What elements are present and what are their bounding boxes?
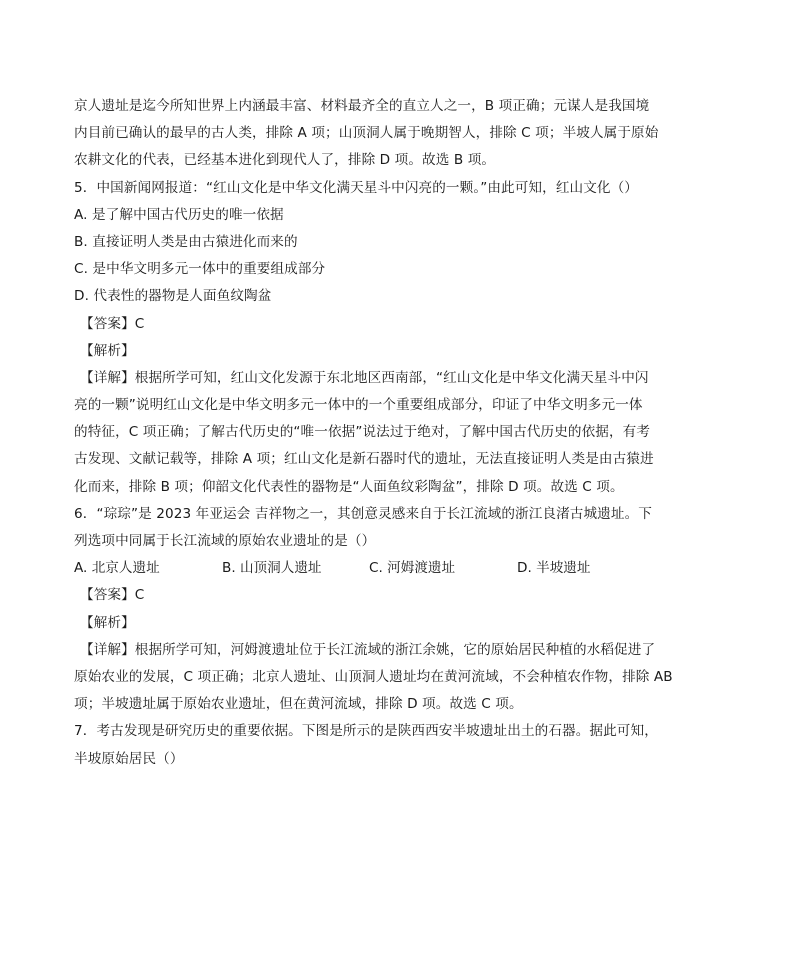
q5-detail-line: 古发现、文献记载等，排除 A 项；红山文化是新石器时代的遗址，无法直接证明人类是由古猿进 <box>74 451 654 468</box>
text-line: 内目前已确认的最早的古人类，排除 A 项；山顶洞人属于晚期智人，排除 C 项；半坡人属于原始 <box>74 125 659 142</box>
q5-analysis-heading: 【解析】 <box>80 342 135 359</box>
q5-detail-line: 的特征，C 项正确；了解古代历史的“唯一依据”说法过于绝对，了解中国古代历史的依据，有考 <box>74 424 651 441</box>
q6-detail-line: 项；半坡遗址属于原始农业遗址，但在黄河流域，排除 D 项。故选 C 项。 <box>74 696 523 713</box>
q6-detail-line: 【详解】根据所学可知，河姆渡遗址位于长江流域的浙江余姚，它的原始居民种植的水稻促进了 <box>80 641 656 658</box>
q5-option-c: C. 是中华文明多元一体中的重要组成部分 <box>74 261 326 278</box>
q6-option-b: B. 山顶洞人遗址 <box>222 560 322 577</box>
q5-option-b: B. 直接证明人类是由古猿进化而来的 <box>74 233 298 250</box>
q5-detail-line: 亮的一颗”说明红山文化是中华文明多元一体中的一个重要组成部分，印证了中华文明多元一体 <box>74 397 643 414</box>
q5-option-d: D. 代表性的器物是人面鱼纹陶盆 <box>74 288 272 305</box>
q5-option-a: A. 是了解中国古代历史的唯一依据 <box>74 206 284 223</box>
question-5: 5．中国新闻网报道：“红山文化是中华文化满天星斗中闪亮的一颗。”由此可知，红山文化（） <box>74 179 638 196</box>
q5-detail-line: 化而来，排除 B 项；仰韶文化代表性的器物是“人面鱼纹彩陶盆”，排除 D 项。故选 C 项。 <box>74 478 624 495</box>
q6-detail-line: 原始农业的发展，C 项正确；北京人遗址、山顶洞人遗址均在黄河流域，不会种植农作物，排除 AB <box>74 668 673 685</box>
question-7: 7．考古发现是研究历史的重要依据。下图是所示的是陕西西安半坡遗址出土的石器。据此可知， <box>74 723 658 740</box>
q6-answer: 【答案】C <box>80 587 145 604</box>
q6-option-c: C. 河姆渡遗址 <box>369 560 456 577</box>
q6-analysis-heading: 【解析】 <box>80 614 135 631</box>
q5-detail-line: 【详解】根据所学可知，红山文化发源于东北地区西南部，“红山文化是中华文化满天星斗中闪 <box>80 369 649 386</box>
q5-answer: 【答案】C <box>80 315 145 332</box>
document-page <box>74 93 724 773</box>
q6-options <box>74 555 724 582</box>
text-line: 农耕文化的代表，已经基本进化到现代人了，排除 D 项。故选 B 项。 <box>74 152 496 169</box>
question-6-cont: 列选项中同属于长江流域的原始农业遗址的是（） <box>74 533 376 549</box>
question-7-cont: 半坡原始居民（） <box>74 750 184 767</box>
question-6: 6．“琮琮”是 2023 年亚运会 吉祥物之一，其创意灵感来自于长江流域的浙江良渚古城遗址。下 <box>74 505 652 522</box>
q6-option-a: A. 北京人遗址 <box>74 560 160 577</box>
q6-option-d: D. 半坡遗址 <box>517 560 591 577</box>
text-line: 京人遗址是迄今所知世界上内涵最丰富、材料最齐全的直立人之一，B 项正确；元谋人是我国境 <box>74 98 650 114</box>
